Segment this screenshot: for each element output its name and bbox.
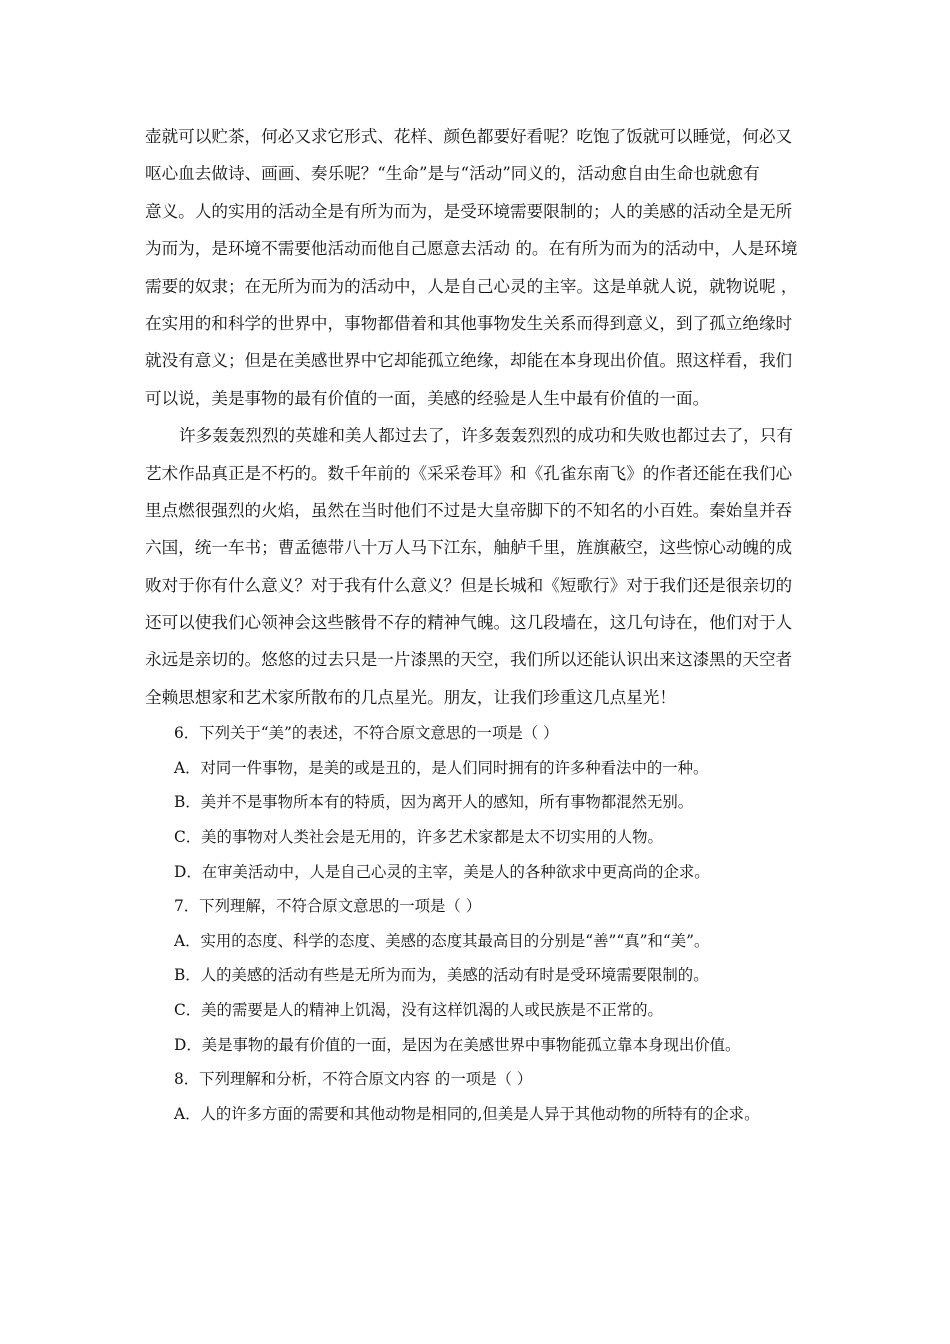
text-line: 永远是亲切的。悠悠的过去只是一片漆黑的天空，我们所以还能认识出来这漆黑的天空者 [145,650,793,670]
option-d: D．在审美活动中，人是自己心灵的主宰，美是人的各种欲求中更高尚的企求。 [174,862,710,881]
text-line: 可以说，美是事物的最有价值的一面，美感的经验是人生中最有价值的一面。 [145,388,710,408]
text-line: 六国，统一车书；曹孟德带八十万人马下江东，舳舻千里，旌旗蔽空，这些惊心动魄的成 [145,538,793,558]
text-line: 艺术作品真正是不朽的。数千年前的《采采卷耳》和《孔雀东南飞》的作者还能在我们心 [145,463,793,483]
question-stem: 8．下列理解和分析，不符合原文内容 的一项是（ ） [174,1070,533,1089]
document-page [145,118,810,1131]
option-c: C．美的事物对人类社会是无用的，许多艺术家都是太不切实用的人物。 [174,828,663,847]
question-stem: 6．下列关于“美”的表述，不符合原文意思的一项是（ ） [174,724,559,743]
option-a: A．实用的态度、科学的态度、美感的态度其最高目的分别是“善”“真”和“美”。 [174,931,710,950]
question-8 [145,1062,810,1131]
passage-paragraph-1 [145,118,810,417]
text-line: 为而为，是环境不需要他活动而他自己愿意去活动 的。在有所为而为的活动中，人是环境 [145,239,798,259]
text-line: 呕心血去做诗、画画、奏乐呢？“生命”是与“活动”同义的，活动愈自由生命也就愈有 [145,164,760,184]
option-d: D．美是事物的最有价值的一面，是因为在美感世界中事物能孤立靠本身现出价值。 [174,1035,741,1054]
text-line: 里点燃很强烈的火焰，虽然在当时他们不过是大皇帝脚下的不知名的小百姓。秦始皇并吞 [145,500,793,520]
text-line: 败对于你有什么意义？对于我有什么意义？但是长城和《短歌行》对于我们还是很亲切的 [145,575,793,595]
text-line: 在实用的和科学的世界中，事物都借着和其他事物发生关系而得到意义，到了孤立绝缘时 [145,313,793,333]
text-line: 还可以使我们心领神会这些骸骨不存的精神气魄。这几段墙在，这几句诗在，他们对于人 [145,613,793,633]
question-stem: 7．下列理解，不符合原文意思的一项是（ ） [174,897,482,916]
text-line: 就没有意义；但是在美感世界中它却能孤立绝缘，却能在本身现出价值。照这样看，我们 [145,351,793,371]
option-a: A．对同一件事物，是美的或是丑的，是人们同时拥有的许多种看法中的一种。 [174,758,709,777]
option-c: C．美的需要是人的精神上饥渴，没有这样饥渴的人或民族是不正常的。 [174,1001,663,1019]
question-7 [145,889,810,1062]
text-line: 意义。人的实用的活动全是有所为而为，是受环境需要限制的；人的美感的活动全是无所 [145,201,793,221]
option-b: B．人的美感的活动有些是无所为而为，美感的活动有时是受环境需要限制的。 [174,966,709,985]
passage-paragraph-2 [145,417,810,716]
question-6 [145,716,810,889]
text-line: 许多轰轰烈烈的英雄和美人都过去了，许多轰轰烈烈的成功和失败也都过去了，只有 [179,426,793,446]
option-a: A．人的许多方面的需要和其他动物是相同的,但美是人异于其他动物的所特有的企求。 [174,1104,760,1123]
text-line: 需要的奴隶；在无所为而为的活动中，人是自己心灵的主宰。这是单就人说，就物说呢 ， [145,276,798,296]
option-b: B．美并不是事物所本有的特质，因为离开人的感知，所有事物都混然无别。 [174,793,694,812]
text-line: 壶就可以贮茶，何必又求它形式、花样、颜色都要好看呢？吃饱了饭就可以睡觉，何必又 [145,127,793,146]
text-line: 全赖思想家和艺术家所散布的几点星光。朋友，让我们珍重这几点星光！ [145,687,676,707]
